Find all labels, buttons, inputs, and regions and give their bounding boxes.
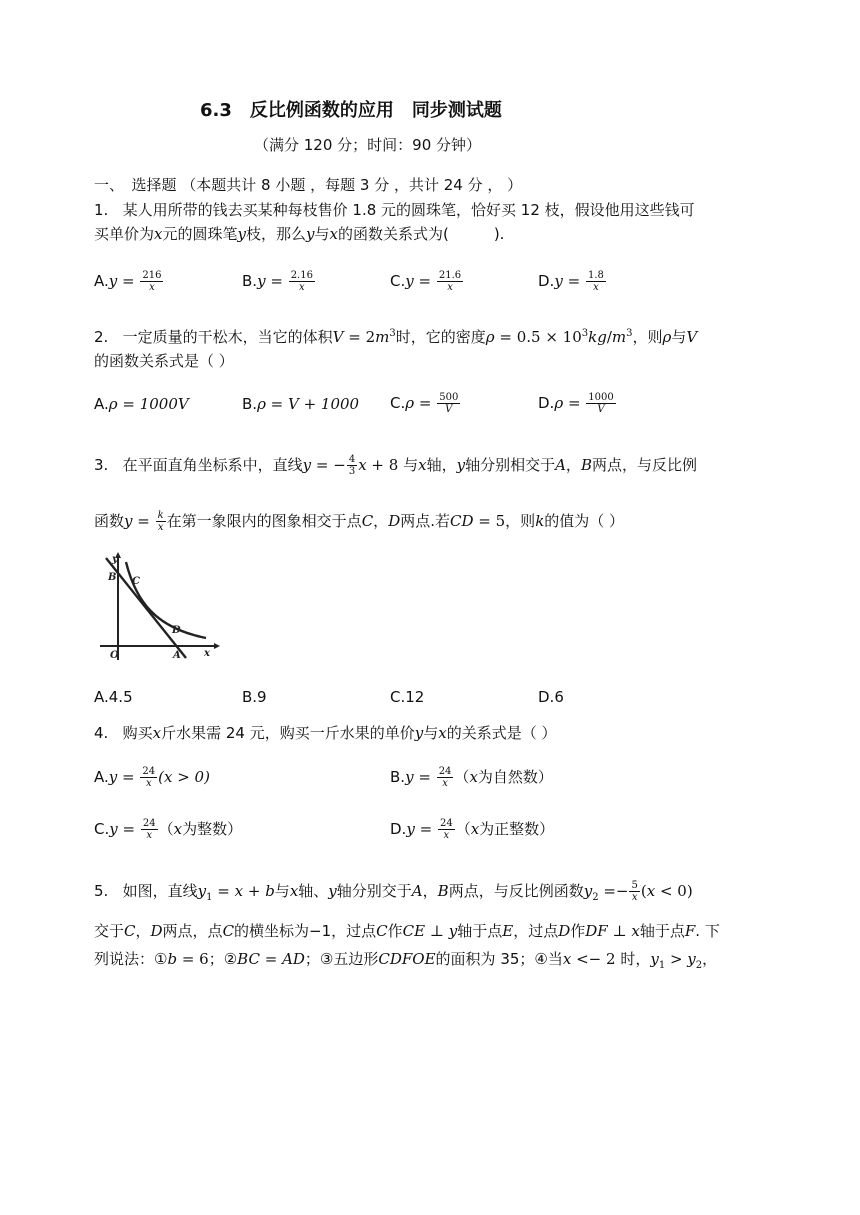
option-b[interactable]: B.y = $\frac{24}{x}$ （x为自然数） — [390, 766, 553, 789]
question-3-figure — [96, 552, 220, 664]
figure-label-c: C — [132, 576, 140, 587]
option-b[interactable]: B.9 — [242, 688, 267, 706]
question-text: 买单价为 — [94, 225, 155, 243]
fraction-denominator: x — [443, 830, 450, 841]
option-label: B. — [242, 272, 258, 290]
option-a[interactable]: A.4.5 — [94, 688, 133, 706]
question-text: 轴、 — [298, 882, 329, 900]
option-b[interactable] — [242, 395, 359, 413]
figure-label-y: y — [112, 554, 118, 565]
figure-label-b: B — [108, 572, 117, 583]
question-text: 与 — [274, 882, 290, 900]
page-subtitle: （满分 120 分；时间：90 分钟） — [254, 136, 482, 154]
question-5-line-3: 列说法：①b = 6；②BC = AD；③五边形CDFOE的面积为 35；④当x <− 2 时，$y_1 > y_2$， — [94, 950, 718, 971]
question-4: 4. 购买x斤水果需 24 元，购买一斤水果的单价y与x的关系式是（ ） — [94, 724, 557, 742]
option-condition: 为正整数） — [479, 820, 555, 838]
fraction-denominator: x — [447, 282, 453, 293]
page-title: 6.3 反比例函数的应用 同步测试题 — [200, 100, 502, 121]
fraction-numerator: 24 — [439, 818, 453, 829]
option-d[interactable]: D.y = $\frac{24}{x}$ （x为正整数） — [390, 818, 555, 841]
question-text: 轴于点 — [639, 922, 685, 940]
question-text: 函数 — [94, 512, 125, 530]
option-label: B. — [242, 395, 258, 413]
option-b[interactable]: B.y = $\frac{2.16}{x}$ — [242, 270, 313, 293]
fraction-numerator: 1000 — [588, 392, 614, 403]
question-text: 作 — [387, 922, 403, 940]
question-text: 的面积为 35；④当 — [435, 950, 563, 968]
question-text: 轴， — [426, 456, 457, 474]
option-label: A. — [94, 768, 109, 786]
question-number: 5. — [94, 882, 109, 900]
question-number: 1. — [94, 201, 109, 219]
option-label: C. — [390, 272, 406, 290]
question-5-line-2: 交于C，D两点，点C的横坐标为−1，过点C作CE ⊥ y轴于点E，过点D作DF ⊥ x轴于点F. 下 — [94, 922, 720, 940]
option-a[interactable]: A.y = $\frac{216}{x}$ — [94, 270, 162, 293]
question-text: 的函数关系式是（ ） — [94, 352, 234, 370]
question-1: 1. 某人用所带的钱去买某种每枝售价 1.8 元的圆珠笔，恰好买 12 枝，假设他用这些钱可 买单价为x元的圆珠笔y枝，那么y与x的函数关系式为( ). — [94, 201, 695, 243]
question-number: 3. — [94, 456, 109, 474]
question-number: 4. — [94, 724, 109, 742]
fraction-denominator: x — [299, 282, 305, 293]
question-text: 与 — [671, 328, 687, 346]
option-label: C. — [94, 820, 110, 838]
option-label: D. — [538, 394, 555, 412]
option-expression: ρ = V + 1000 — [257, 395, 360, 413]
question-text: 一定质量的干松木，当它的体积 — [122, 328, 333, 346]
fraction-numerator: 24 — [142, 766, 156, 777]
question-text: 的关系式是（ ） — [446, 724, 557, 742]
question-text: . 下 — [695, 922, 720, 940]
option-label: A. — [94, 272, 109, 290]
fraction-denominator: V — [597, 404, 605, 415]
question-text: 两点.若 — [400, 512, 450, 530]
fraction-numerator: 1.8 — [587, 270, 604, 281]
question-5-line-1: 5. 如图，直线$y_1 = x + b$与x轴、y轴分别交于A，B两点，与反比例函数$y_2$ =− $\frac{5}{x}$ (x < 0) — [94, 880, 693, 903]
question-text: 元的圆珠笔 — [162, 225, 238, 243]
question-text: ， — [422, 882, 438, 900]
figure-label-o: O — [110, 650, 119, 661]
question-text: 的横坐标为−1，过点 — [234, 922, 377, 940]
question-text: ， — [135, 922, 151, 940]
question-text: 时，它的密度 — [395, 328, 486, 346]
fraction-denominator: V — [445, 404, 453, 415]
question-2: 2. 一定质量的干松木，当它的体积$V = 2m^3$时，它的密度$\rho = 0.5 \times 10^3kg/m^3$，则ρ与V 的函数关系式是（ ） — [94, 328, 698, 370]
option-a[interactable] — [94, 395, 189, 413]
option-label: C. — [390, 394, 406, 412]
question-3-line-2: 函数y = $\frac{k}{x}$ 在第一象限内的图象相交于点C，D两点.若CD = 5，则k的值为（ ） — [94, 510, 625, 533]
question-text: 与 — [314, 225, 330, 243]
fraction-numerator: 500 — [439, 392, 459, 403]
option-c[interactable]: C.ρ = $\frac{500}{V}$ — [390, 392, 459, 415]
question-text: 交于 — [94, 922, 125, 940]
question-text: 轴于点 — [457, 922, 503, 940]
fraction-denominator: x — [442, 778, 448, 789]
question-text: ；② — [208, 950, 238, 968]
hyperbola-curve — [126, 562, 206, 638]
fraction-denominator: x — [146, 830, 153, 841]
question-text: 两点，点 — [162, 922, 223, 940]
section-heading: 一、 选择题 （本题共计 8 小题 ，每题 3 分 ，共计 24 分 ， ） — [94, 176, 523, 194]
question-text: 两点，与反比例函数 — [448, 882, 584, 900]
question-text: 与 — [403, 456, 419, 474]
question-text: 如图，直线 — [122, 882, 198, 900]
option-condition: 为自然数） — [477, 768, 553, 786]
question-text: 作 — [570, 922, 586, 940]
figure-label-d: D — [172, 625, 181, 636]
question-text: ，则 — [505, 512, 536, 530]
fraction-numerator: 24 — [142, 818, 156, 829]
question-text: 列说法：① — [94, 950, 168, 968]
fraction-denominator: x — [593, 282, 599, 293]
option-c[interactable]: C.12 — [390, 688, 425, 706]
question-number: 2. — [94, 328, 109, 346]
option-expression: ρ = 1000V — [108, 395, 189, 413]
option-a[interactable]: A.y = $\frac{24}{x}$ (x > 0) — [94, 766, 210, 789]
fraction-denominator: x — [149, 282, 155, 293]
fraction-numerator: 24 — [438, 766, 452, 777]
question-3-line-1: 3. 在平面直角坐标系中，直线y = − $\frac{4}{3}$ x + 8 与x轴，y轴分别相交于A，B两点，与反比例 — [94, 454, 697, 477]
option-d[interactable]: D.y = $\frac{1.8}{x}$ — [538, 270, 604, 293]
option-d[interactable]: D.ρ = $\frac{1000}{V}$ — [538, 392, 614, 415]
option-d[interactable]: D.6 — [538, 688, 564, 706]
option-label: B. — [390, 768, 406, 786]
fraction-denominator: x — [145, 778, 152, 789]
question-text: 枝，那么 — [245, 225, 306, 243]
question-text: 轴分别交于 — [336, 882, 412, 900]
option-condition: 为整数） — [182, 820, 243, 838]
figure-label-x: x — [204, 648, 210, 659]
fraction-numerator: 2.16 — [290, 270, 313, 281]
question-text: 与 — [423, 724, 439, 742]
question-text: ， — [373, 512, 389, 530]
question-text: ，则 — [632, 328, 663, 346]
question-text: ， — [565, 456, 581, 474]
x-axis-arrow — [214, 643, 220, 649]
option-c[interactable]: C.y = $\frac{21.6}{x}$ — [390, 270, 462, 293]
question-text: ，过点 — [513, 922, 559, 940]
question-text: 斤水果需 24 元，购买一斤水果的单价 — [161, 724, 415, 742]
question-text: 轴分别相交于 — [465, 456, 556, 474]
option-label: D. — [390, 820, 407, 838]
question-text: 时， — [620, 950, 651, 968]
question-text: ；③五边形 — [304, 950, 379, 968]
question-text: 在第一象限内的图象相交于点 — [166, 512, 362, 530]
fraction-numerator: 216 — [142, 270, 162, 281]
question-text: 两点，与反比例 — [591, 456, 697, 474]
option-label: A. — [94, 395, 109, 413]
question-text: 某人用所带的钱去买某种每枝售价 1.8 元的圆珠笔，恰好买 12 枝，假设他用这些钱可 — [122, 201, 695, 219]
question-text: 的函数关系式为( ). — [337, 225, 505, 243]
question-text: 购买 — [122, 724, 153, 742]
figure-label-a: A — [173, 650, 181, 661]
option-label: D. — [538, 272, 555, 290]
question-text: 在平面直角坐标系中，直线 — [122, 456, 303, 474]
fraction-numerator: 21.6 — [438, 270, 462, 281]
question-text: 的值为（ ） — [544, 512, 625, 530]
option-c[interactable]: C.y = $\frac{24}{x}$ （x为整数） — [94, 818, 243, 841]
option-condition: (x > 0) — [158, 768, 210, 786]
